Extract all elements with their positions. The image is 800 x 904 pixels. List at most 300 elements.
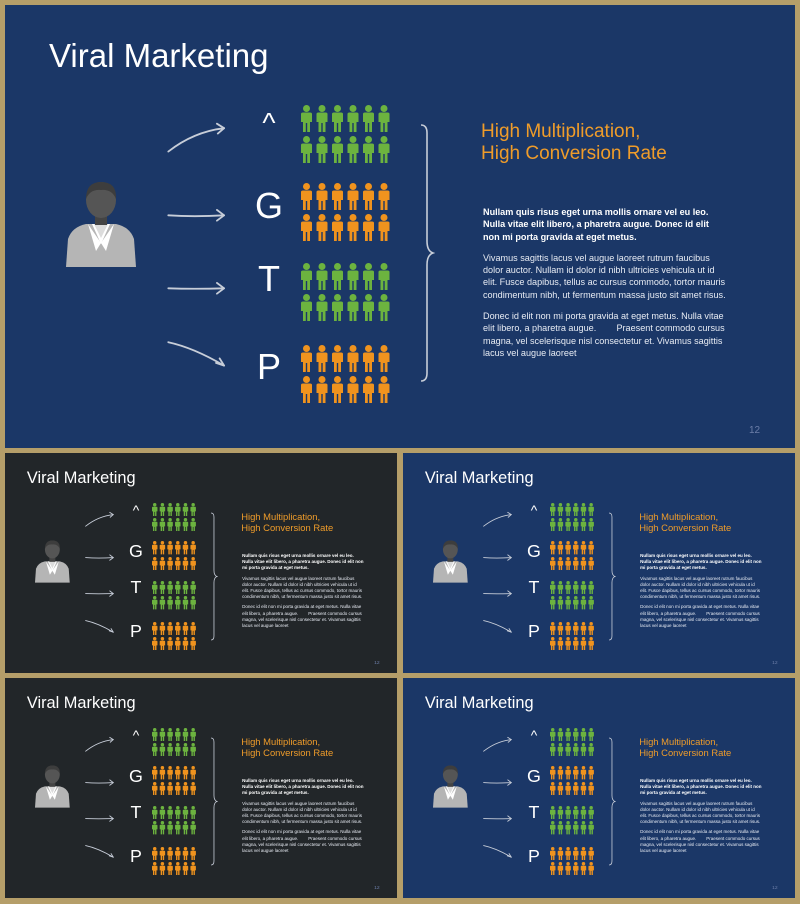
arrow-icon (83, 617, 118, 635)
heading-line-1: High Multiplication, (639, 510, 719, 522)
person-figure-icon (565, 557, 570, 570)
person-figure-icon (317, 183, 328, 210)
arrow-icon (163, 200, 233, 236)
person-figure-icon (175, 596, 180, 609)
person-figure-icon (317, 376, 328, 403)
person-figure-icon (588, 862, 593, 875)
slide-title: Viral Marketing (49, 37, 269, 74)
person-figure-icon (167, 743, 172, 756)
body-paragraph-3: Donec id elit non mi porta gravida at eget metus. Nulla vitae elit libero, a pharetra augue. Praesent commodo cursus magna, vel scelerisque nisl consectetur et. Vivamus sagittis lacus vel augue laoreet (640, 604, 761, 628)
letter-label-4: P (528, 620, 540, 641)
people-row-3-2 (151, 596, 197, 609)
person-figure-icon (332, 345, 343, 372)
person-figure-icon (558, 743, 563, 756)
thumbnail-slide-navy-1[interactable] (403, 453, 795, 673)
letter-label-4: P (528, 845, 540, 866)
people-row-1-1 (549, 503, 595, 516)
person-figure-icon (581, 806, 586, 819)
heading-line-1: High Multiplication, (639, 735, 719, 747)
person-figure-icon (379, 294, 390, 321)
person-figure-icon (190, 596, 195, 609)
person-figure-icon (348, 376, 359, 403)
letter-label-1: ^ (530, 726, 538, 743)
person-figure-icon (379, 136, 390, 163)
body-paragraph-1: Nullam quis risus eget urna mollis ornare vel eu leo. Nulla vitae elit libero, a pharetra augue. Donec id elit non mi porta gravida at eget metus. (640, 552, 762, 570)
letter-label-1: ^ (262, 107, 276, 138)
people-row-1-2 (549, 743, 595, 756)
person-figure-icon (573, 847, 578, 860)
slide-heading (639, 511, 731, 533)
heading-line-2: High Conversion Rate (241, 746, 334, 758)
letter-label-1: ^ (132, 726, 140, 743)
person-figure-icon (160, 581, 165, 594)
person-figure-icon (183, 622, 188, 635)
person-figure-icon (175, 518, 180, 531)
people-row-3-1 (299, 263, 391, 290)
person-figure-icon (190, 862, 195, 875)
letter-label-2: G (129, 765, 143, 786)
person-figure-icon (581, 821, 586, 834)
person-figure-icon (317, 345, 328, 372)
person-figure-icon (363, 294, 374, 321)
person-figure-icon (152, 637, 157, 650)
person-figure-icon (152, 728, 157, 741)
person-figure-icon (588, 518, 593, 531)
person-figure-icon (565, 728, 570, 741)
person-figure-icon (175, 766, 180, 779)
slide-heading (241, 511, 333, 533)
slide-heading (639, 736, 731, 758)
person-figure-icon (160, 862, 165, 875)
person-figure-icon (565, 743, 570, 756)
person-figure-icon (175, 743, 180, 756)
person-figure-icon (175, 806, 180, 819)
person-figure-icon (190, 581, 195, 594)
person-icon (432, 765, 469, 808)
person-figure-icon (588, 728, 593, 741)
person-figure-icon (175, 503, 180, 516)
heading-line-1: High Multiplication, (481, 121, 641, 142)
person-figure-icon (190, 557, 195, 570)
arrow-icon (481, 617, 516, 635)
person-figure-icon (348, 214, 359, 241)
person-figure-icon (550, 782, 555, 795)
people-row-4-1 (151, 622, 197, 635)
person-figure-icon (183, 847, 188, 860)
person-figure-icon (588, 782, 593, 795)
person-figure-icon (183, 637, 188, 650)
person-figure-icon (183, 503, 188, 516)
body-paragraph-1: Nullam quis risus eget urna mollis ornare vel eu leo. Nulla vitae elit libero, a pharetra augue. Donec id elit non mi porta gravida at eget metus. (242, 777, 364, 795)
person-figure-icon (581, 637, 586, 650)
person-figure-icon (581, 782, 586, 795)
person-figure-icon (167, 782, 172, 795)
letter-label-1: ^ (530, 501, 538, 518)
person-figure-icon (581, 728, 586, 741)
person-figure-icon (160, 782, 165, 795)
body-paragraph-1: Nullam quis risus eget urna mollis ornare vel eu leo. Nulla vitae elit libero, a pharetra augue. Donec id elit non mi porta gravida at eget metus. (640, 777, 762, 795)
heading-line-1: High Multiplication, (241, 735, 321, 747)
person-figure-icon (160, 743, 165, 756)
letter-label-2: G (527, 540, 541, 561)
people-row-4-2 (549, 637, 595, 650)
person-figure-icon (183, 821, 188, 834)
person-figure-icon (160, 847, 165, 860)
arrow-icon (481, 775, 516, 793)
person-figure-icon (588, 622, 593, 635)
letter-label-3: T (130, 802, 142, 823)
person-figure-icon (588, 821, 593, 834)
person-figure-icon (167, 596, 172, 609)
body-paragraph-2: Vivamus sagittis lacus vel augue laoreet rutrum faucibus dolor auctor. Nullam id dolor id nibh ultricies vehicula ut id elit. Fusce dapibus, tellus ac cursus commodo, tortor mauris condimentum nibh, ut fermentum massa justo sit amet risus. (640, 800, 761, 824)
arrow-icon (83, 842, 118, 860)
people-row-4-2 (299, 376, 391, 403)
person-figure-icon (581, 596, 586, 609)
people-row-2-1 (549, 766, 595, 779)
person-figure-icon (152, 862, 157, 875)
slide-heading (241, 736, 333, 758)
person-figure-icon (581, 622, 586, 635)
person-figure-icon (348, 136, 359, 163)
person-figure-icon (152, 503, 157, 516)
people-row-1-2 (151, 743, 197, 756)
person-figure-icon (581, 847, 586, 860)
person-icon (64, 181, 138, 267)
people-row-3-2 (549, 596, 595, 609)
arrow-icon (481, 811, 516, 829)
person-figure-icon (581, 503, 586, 516)
people-row-4-2 (151, 862, 197, 875)
person-figure-icon (152, 541, 157, 554)
people-row-2-1 (549, 541, 595, 554)
person-figure-icon (558, 766, 563, 779)
person-figure-icon (550, 728, 555, 741)
person-figure-icon (183, 596, 188, 609)
person-figure-icon (550, 862, 555, 875)
person-figure-icon (301, 294, 312, 321)
person-figure-icon (167, 637, 172, 650)
person-figure-icon (160, 541, 165, 554)
person-figure-icon (348, 183, 359, 210)
person-figure-icon (152, 743, 157, 756)
person-figure-icon (558, 518, 563, 531)
person-figure-icon (558, 637, 563, 650)
thumbnail-slide-charcoal-1[interactable] (5, 453, 397, 673)
person-figure-icon (190, 743, 195, 756)
people-row-3-1 (151, 806, 197, 819)
person-figure-icon (581, 541, 586, 554)
person-figure-icon (573, 728, 578, 741)
person-figure-icon (160, 557, 165, 570)
person-figure-icon (175, 728, 180, 741)
person-figure-icon (588, 637, 593, 650)
body-paragraph-3: Donec id elit non mi porta gravida at eget metus. Nulla vitae elit libero, a pharetra augue. Praesent commodo cursus magna, vel scelerisque nisl consectetur et. Vivamus sagittis lacus vel augue laoreet (242, 829, 363, 853)
person-figure-icon (332, 376, 343, 403)
person-figure-icon (363, 263, 374, 290)
page-number: 12 (772, 661, 778, 667)
person-figure-icon (183, 557, 188, 570)
person-figure-icon (317, 294, 328, 321)
slide-body-text (483, 206, 728, 359)
arrow-icon (163, 273, 233, 309)
person-icon (34, 540, 71, 583)
person-figure-icon (573, 596, 578, 609)
person-figure-icon (550, 766, 555, 779)
letter-label-2: G (527, 765, 541, 786)
person-figure-icon (317, 136, 328, 163)
people-row-4-1 (299, 345, 391, 372)
brace-bracket (419, 123, 435, 383)
person-figure-icon (573, 518, 578, 531)
person-figure-icon (565, 806, 570, 819)
person-figure-icon (550, 518, 555, 531)
person-figure-icon (190, 806, 195, 819)
person-figure-icon (160, 766, 165, 779)
person-figure-icon (160, 503, 165, 516)
person-figure-icon (348, 294, 359, 321)
person-figure-icon (167, 728, 172, 741)
person-figure-icon (558, 806, 563, 819)
heading-line-1: High Multiplication, (241, 510, 321, 522)
person-figure-icon (301, 263, 312, 290)
person-figure-icon (581, 581, 586, 594)
person-figure-icon (363, 136, 374, 163)
person-figure-icon (160, 728, 165, 741)
person-figure-icon (152, 847, 157, 860)
person-figure-icon (152, 821, 157, 834)
arrow-icon (83, 736, 118, 754)
person-figure-icon (588, 806, 593, 819)
person-figure-icon (550, 596, 555, 609)
person-figure-icon (160, 596, 165, 609)
person-figure-icon (348, 105, 359, 132)
slide-title: Viral Marketing (424, 693, 534, 712)
person-figure-icon (565, 518, 570, 531)
person-figure-icon (550, 557, 555, 570)
person-figure-icon (588, 503, 593, 516)
thumbnail-slide-navy-2[interactable] (403, 678, 795, 898)
arrow-icon (481, 511, 516, 529)
person-figure-icon (183, 743, 188, 756)
slide-body-text (242, 553, 364, 629)
person-figure-icon (183, 862, 188, 875)
person-figure-icon (558, 541, 563, 554)
person-figure-icon (379, 345, 390, 372)
people-row-2-1 (151, 541, 197, 554)
people-row-2-2 (549, 782, 595, 795)
arrow-icon (163, 335, 233, 371)
person-figure-icon (565, 541, 570, 554)
letter-label-2: G (254, 185, 283, 226)
people-row-1-2 (299, 136, 391, 163)
person-figure-icon (301, 376, 312, 403)
person-figure-icon (175, 541, 180, 554)
person-figure-icon (190, 821, 195, 834)
person-figure-icon (565, 581, 570, 594)
person-figure-icon (183, 541, 188, 554)
person-figure-icon (301, 345, 312, 372)
person-figure-icon (550, 743, 555, 756)
arrow-icon (83, 511, 118, 529)
letter-label-3: T (528, 577, 540, 598)
people-row-4-1 (151, 847, 197, 860)
person-figure-icon (588, 847, 593, 860)
person-figure-icon (332, 294, 343, 321)
person-figure-icon (160, 821, 165, 834)
person-figure-icon (565, 766, 570, 779)
person-figure-icon (565, 503, 570, 516)
person-figure-icon (363, 105, 374, 132)
person-figure-icon (588, 766, 593, 779)
people-row-2-2 (299, 214, 391, 241)
person-figure-icon (588, 541, 593, 554)
people-row-1-2 (151, 518, 197, 531)
main-slide[interactable] (5, 5, 795, 448)
person-figure-icon (573, 766, 578, 779)
arrow-icon (83, 811, 118, 829)
person-figure-icon (160, 637, 165, 650)
person-figure-icon (588, 581, 593, 594)
body-paragraph-1: Nullam quis risus eget urna mollis ornare vel eu leo. Nulla vitae elit libero, a pharetra augue. Donec id elit non mi porta gravida at eget metus. (483, 207, 709, 242)
person-figure-icon (573, 821, 578, 834)
person-figure-icon (550, 806, 555, 819)
people-row-3-2 (299, 294, 391, 321)
person-figure-icon (190, 782, 195, 795)
person-figure-icon (175, 622, 180, 635)
heading-line-2: High Conversion Rate (481, 143, 667, 165)
person-figure-icon (190, 503, 195, 516)
people-row-4-1 (549, 847, 595, 860)
person-figure-icon (152, 622, 157, 635)
slide-title: Viral Marketing (26, 693, 136, 712)
person-figure-icon (550, 847, 555, 860)
body-paragraph-3: Donec id elit non mi porta gravida at eget metus. Nulla vitae elit libero, a pharetra augue. Praesent commodo cursus magna, vel scelerisque nisl consectetur et. Vivamus sagittis lacus vel augue laoreet (640, 829, 761, 853)
brace-bracket (608, 512, 616, 641)
thumbnail-slide-charcoal-2[interactable] (5, 678, 397, 898)
person-figure-icon (573, 806, 578, 819)
person-figure-icon (190, 766, 195, 779)
person-figure-icon (167, 806, 172, 819)
person-figure-icon (190, 541, 195, 554)
person-figure-icon (550, 541, 555, 554)
person-figure-icon (301, 136, 312, 163)
person-figure-icon (152, 806, 157, 819)
person-figure-icon (550, 821, 555, 834)
person-figure-icon (167, 766, 172, 779)
person-figure-icon (573, 782, 578, 795)
body-paragraph-2: Vivamus sagittis lacus vel augue laoreet rutrum faucibus dolor auctor. Nullam id dolor id nibh ultricies vehicula ut id elit. Fusce dapibus, tellus ac cursus commodo, tortor mauris condimentum nibh, ut fermentum massa justo sit amet risus. (242, 800, 363, 824)
person-figure-icon (167, 503, 172, 516)
person-figure-icon (317, 263, 328, 290)
body-paragraph-3: Donec id elit non mi porta gravida at eget metus. Nulla vitae elit libero, a pharetra augue. Praesent commodo cursus magna, vel scelerisque nisl consectetur et. Vivamus sagittis lacus vel augue laoreet (242, 604, 363, 628)
people-row-3-1 (549, 581, 595, 594)
person-figure-icon (190, 518, 195, 531)
person-figure-icon (317, 214, 328, 241)
person-figure-icon (183, 728, 188, 741)
person-figure-icon (332, 263, 343, 290)
person-figure-icon (379, 376, 390, 403)
person-figure-icon (558, 622, 563, 635)
person-figure-icon (175, 557, 180, 570)
person-figure-icon (573, 581, 578, 594)
person-figure-icon (301, 183, 312, 210)
person-figure-icon (183, 581, 188, 594)
person-figure-icon (558, 847, 563, 860)
person-figure-icon (565, 862, 570, 875)
person-figure-icon (175, 862, 180, 875)
person-figure-icon (573, 541, 578, 554)
person-figure-icon (332, 105, 343, 132)
letter-label-4: P (256, 346, 281, 387)
person-figure-icon (565, 622, 570, 635)
slide-body-text (242, 778, 364, 854)
person-figure-icon (565, 596, 570, 609)
person-figure-icon (348, 263, 359, 290)
person-figure-icon (379, 214, 390, 241)
letter-label-2: G (129, 540, 143, 561)
person-figure-icon (565, 821, 570, 834)
letter-label-3: T (130, 577, 142, 598)
person-figure-icon (558, 821, 563, 834)
person-figure-icon (379, 105, 390, 132)
people-row-1-1 (151, 503, 197, 516)
people-row-4-2 (549, 862, 595, 875)
letter-label-1: ^ (132, 501, 140, 518)
arrow-icon (83, 550, 118, 568)
person-figure-icon (363, 376, 374, 403)
arrow-icon (163, 121, 233, 157)
person-figure-icon (573, 503, 578, 516)
page-number: 12 (374, 661, 380, 667)
person-figure-icon (565, 782, 570, 795)
person-figure-icon (348, 345, 359, 372)
slide-title: Viral Marketing (26, 468, 136, 487)
arrow-icon (481, 842, 516, 860)
person-figure-icon (167, 518, 172, 531)
person-figure-icon (152, 518, 157, 531)
people-row-1-2 (549, 518, 595, 531)
person-figure-icon (167, 622, 172, 635)
person-figure-icon (581, 557, 586, 570)
person-figure-icon (558, 596, 563, 609)
arrow-icon (481, 586, 516, 604)
person-figure-icon (167, 862, 172, 875)
person-figure-icon (183, 782, 188, 795)
person-figure-icon (183, 518, 188, 531)
person-figure-icon (573, 557, 578, 570)
person-figure-icon (183, 766, 188, 779)
person-figure-icon (558, 862, 563, 875)
slide-heading (481, 121, 667, 166)
person-figure-icon (167, 541, 172, 554)
person-figure-icon (160, 518, 165, 531)
person-figure-icon (588, 596, 593, 609)
person-figure-icon (550, 581, 555, 594)
person-figure-icon (175, 637, 180, 650)
person-figure-icon (167, 557, 172, 570)
body-paragraph-2: Vivamus sagittis lacus vel augue laoreet rutrum faucibus dolor auctor. Nullam id dolor id nibh ultricies vehicula ut id elit. Fusce dapibus, tellus ac cursus commodo, tortor mauris condimentum nibh, ut fermentum massa justo sit amet risus. (242, 575, 363, 599)
person-figure-icon (175, 821, 180, 834)
person-figure-icon (152, 782, 157, 795)
person-figure-icon (573, 637, 578, 650)
people-row-3-1 (549, 806, 595, 819)
person-figure-icon (581, 743, 586, 756)
brace-bracket (210, 737, 218, 866)
people-row-1-1 (151, 728, 197, 741)
person-figure-icon (363, 345, 374, 372)
letter-label-4: P (130, 620, 142, 641)
slide-title: Viral Marketing (424, 468, 534, 487)
